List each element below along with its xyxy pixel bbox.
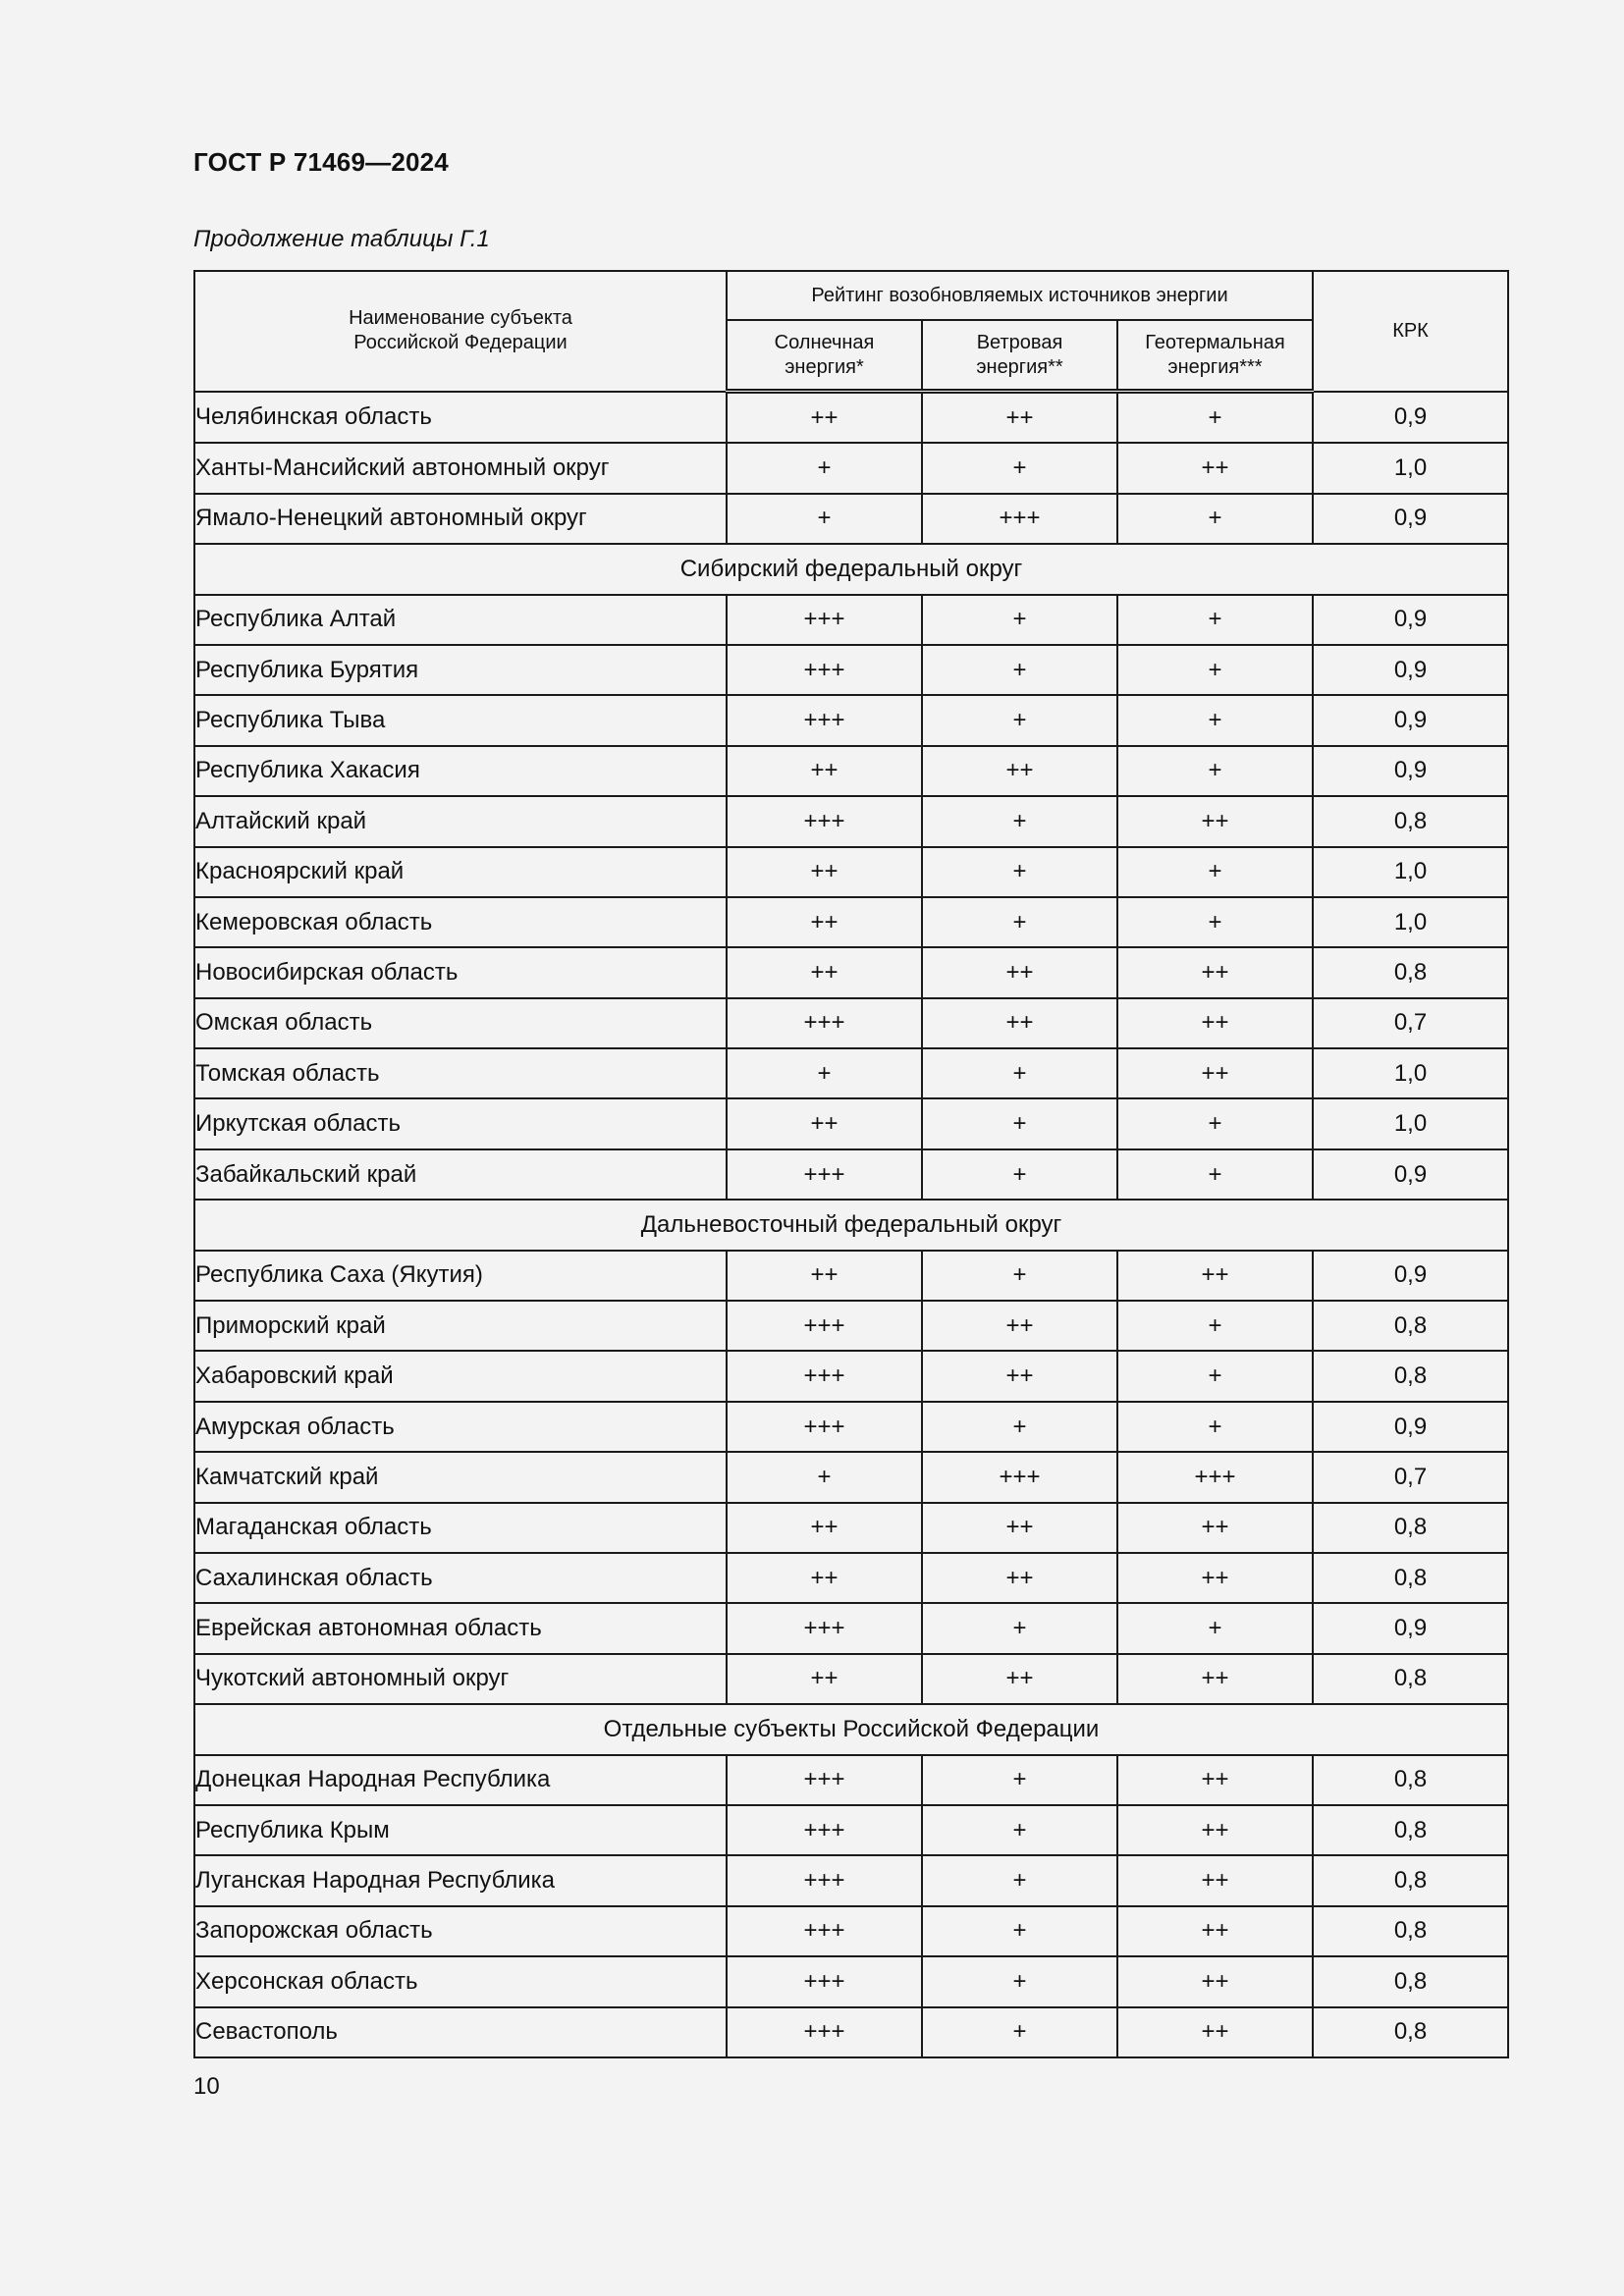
wind-rating-cell: ++ <box>922 1553 1117 1603</box>
geothermal-rating-cell: ++ <box>1117 1906 1313 1956</box>
solar-rating-cell: ++ <box>727 1503 922 1553</box>
subject-name-cell: Ханты-Мансийский автономный округ <box>194 443 727 493</box>
krk-cell: 0,8 <box>1313 1301 1508 1351</box>
geothermal-rating-cell: ++ <box>1117 1855 1313 1905</box>
subject-name-cell: Томская область <box>194 1048 727 1098</box>
geothermal-rating-cell: + <box>1117 1301 1313 1351</box>
krk-cell: 0,8 <box>1313 1755 1508 1805</box>
wind-rating-cell: ++ <box>922 1654 1117 1704</box>
table-row <box>194 1654 1508 1704</box>
wind-rating-cell: +++ <box>922 494 1117 544</box>
table-row <box>194 1956 1508 2006</box>
subject-name-cell: Луганская Народная Республика <box>194 1855 727 1905</box>
geothermal-rating-cell: +++ <box>1117 1452 1313 1502</box>
krk-cell: 0,8 <box>1313 1553 1508 1603</box>
table-row <box>194 595 1508 645</box>
section-row <box>194 1704 1508 1754</box>
subject-name-cell: Кемеровская область <box>194 897 727 947</box>
solar-rating-cell: + <box>727 494 922 544</box>
wind-rating-cell: + <box>922 1805 1117 1855</box>
solar-rating-cell: +++ <box>727 1603 922 1653</box>
krk-cell: 1,0 <box>1313 897 1508 947</box>
wind-rating-cell: ++ <box>922 947 1117 997</box>
wind-rating-cell: + <box>922 1906 1117 1956</box>
solar-rating-cell: + <box>727 1452 922 1502</box>
subject-name-cell: Республика Алтай <box>194 595 727 645</box>
geothermal-rating-cell: + <box>1117 595 1313 645</box>
header-krk: КРК <box>1313 271 1508 392</box>
table-row <box>194 1503 1508 1553</box>
wind-rating-cell: ++ <box>922 1351 1117 1401</box>
geothermal-rating-cell: ++ <box>1117 1956 1313 2006</box>
wind-rating-cell: + <box>922 1855 1117 1905</box>
table-row <box>194 1048 1508 1098</box>
solar-rating-cell: ++ <box>727 1251 922 1301</box>
wind-rating-cell: + <box>922 897 1117 947</box>
table-row <box>194 897 1508 947</box>
subject-name-cell: Магаданская область <box>194 1503 727 1553</box>
geothermal-rating-cell: ++ <box>1117 1654 1313 1704</box>
wind-rating-cell: ++ <box>922 392 1117 444</box>
krk-cell: 0,9 <box>1313 1402 1508 1452</box>
section-row <box>194 544 1508 594</box>
subject-name-cell: Херсонская область <box>194 1956 727 2006</box>
geothermal-rating-cell: ++ <box>1117 2007 1313 2057</box>
krk-cell: 0,9 <box>1313 1603 1508 1653</box>
solar-rating-cell: +++ <box>727 1402 922 1452</box>
solar-rating-cell: +++ <box>727 2007 922 2057</box>
subject-name-cell: Красноярский край <box>194 847 727 897</box>
krk-cell: 0,7 <box>1313 998 1508 1048</box>
krk-cell: 0,8 <box>1313 796 1508 846</box>
table-row <box>194 443 1508 493</box>
solar-rating-cell: +++ <box>727 645 922 695</box>
krk-cell: 0,8 <box>1313 947 1508 997</box>
solar-rating-cell: ++ <box>727 897 922 947</box>
solar-rating-cell: + <box>727 1048 922 1098</box>
table-row <box>194 1805 1508 1855</box>
geothermal-rating-cell: ++ <box>1117 1805 1313 1855</box>
solar-rating-cell: ++ <box>727 1654 922 1704</box>
solar-rating-cell: +++ <box>727 796 922 846</box>
wind-rating-cell: + <box>922 695 1117 745</box>
table-row <box>194 1553 1508 1603</box>
subject-name-cell: Чукотский автономный округ <box>194 1654 727 1704</box>
subject-name-cell: Камчатский край <box>194 1452 727 1502</box>
table-row <box>194 1251 1508 1301</box>
header-renewable-rating: Рейтинг возобновляемых источников энергии <box>727 271 1313 320</box>
solar-rating-cell: +++ <box>727 695 922 745</box>
krk-cell: 0,9 <box>1313 595 1508 645</box>
solar-rating-cell: +++ <box>727 1805 922 1855</box>
krk-cell: 0,8 <box>1313 2007 1508 2057</box>
table-row <box>194 1301 1508 1351</box>
krk-cell: 0,9 <box>1313 1251 1508 1301</box>
krk-cell: 0,9 <box>1313 494 1508 544</box>
wind-rating-cell: + <box>922 847 1117 897</box>
krk-cell: 0,8 <box>1313 1503 1508 1553</box>
table-row <box>194 998 1508 1048</box>
geothermal-rating-cell: ++ <box>1117 1048 1313 1098</box>
geothermal-rating-cell: + <box>1117 1351 1313 1401</box>
geothermal-rating-cell: + <box>1117 494 1313 544</box>
wind-rating-cell: + <box>922 1603 1117 1653</box>
geothermal-rating-cell: + <box>1117 1402 1313 1452</box>
krk-cell: 1,0 <box>1313 1098 1508 1148</box>
table-row <box>194 1855 1508 1905</box>
subject-name-cell: Еврейская автономная область <box>194 1603 727 1653</box>
krk-cell: 0,8 <box>1313 1351 1508 1401</box>
table-row <box>194 2007 1508 2057</box>
wind-rating-cell: ++ <box>922 746 1117 796</box>
table-row <box>194 1149 1508 1200</box>
geothermal-rating-cell: + <box>1117 1603 1313 1653</box>
table-row <box>194 1452 1508 1502</box>
subject-name-cell: Новосибирская область <box>194 947 727 997</box>
header-solar-energy: Солнечная энергия* <box>727 320 922 392</box>
wind-rating-cell: + <box>922 1956 1117 2006</box>
geothermal-rating-cell: ++ <box>1117 998 1313 1048</box>
geothermal-rating-cell: + <box>1117 1098 1313 1148</box>
wind-rating-cell: + <box>922 1402 1117 1452</box>
krk-cell: 0,8 <box>1313 1855 1508 1905</box>
solar-rating-cell: +++ <box>727 1755 922 1805</box>
krk-cell: 1,0 <box>1313 1048 1508 1098</box>
table-row <box>194 392 1508 444</box>
table-row <box>194 1906 1508 1956</box>
subject-name-cell: Ямало-Ненецкий автономный округ <box>194 494 727 544</box>
table-row <box>194 796 1508 846</box>
solar-rating-cell: +++ <box>727 1956 922 2006</box>
solar-rating-cell: ++ <box>727 392 922 444</box>
table-row <box>194 746 1508 796</box>
table-row <box>194 1351 1508 1401</box>
krk-cell: 0,8 <box>1313 1906 1508 1956</box>
solar-rating-cell: + <box>727 443 922 493</box>
subject-name-cell: Приморский край <box>194 1301 727 1351</box>
subject-name-cell: Республика Саха (Якутия) <box>194 1251 727 1301</box>
section-title: Дальневосточный федеральный округ <box>194 1200 1508 1250</box>
subject-name-cell: Иркутская область <box>194 1098 727 1148</box>
solar-rating-cell: +++ <box>727 1855 922 1905</box>
table-caption: Продолжение таблицы Г.1 <box>193 226 490 252</box>
header-wind-energy: Ветровая энергия** <box>922 320 1117 392</box>
solar-rating-cell: +++ <box>727 1906 922 1956</box>
wind-rating-cell: + <box>922 2007 1117 2057</box>
wind-rating-cell: + <box>922 1251 1117 1301</box>
page-number: 10 <box>193 2073 220 2100</box>
table-row <box>194 1098 1508 1148</box>
solar-rating-cell: +++ <box>727 1301 922 1351</box>
wind-rating-cell: +++ <box>922 1452 1117 1502</box>
geothermal-rating-cell: ++ <box>1117 796 1313 846</box>
krk-cell: 0,9 <box>1313 645 1508 695</box>
krk-cell: 0,8 <box>1313 1654 1508 1704</box>
renewable-energy-table <box>193 270 1509 2058</box>
table-row <box>194 1402 1508 1452</box>
table-row <box>194 494 1508 544</box>
wind-rating-cell: + <box>922 1098 1117 1148</box>
wind-rating-cell: + <box>922 645 1117 695</box>
krk-cell: 0,9 <box>1313 1149 1508 1200</box>
solar-rating-cell: +++ <box>727 998 922 1048</box>
geothermal-rating-cell: + <box>1117 695 1313 745</box>
krk-cell: 0,9 <box>1313 392 1508 444</box>
subject-name-cell: Алтайский край <box>194 796 727 846</box>
krk-cell: 1,0 <box>1313 847 1508 897</box>
header-geothermal-energy: Геотермальная энергия*** <box>1117 320 1313 392</box>
table-row <box>194 1755 1508 1805</box>
table-row <box>194 947 1508 997</box>
subject-name-cell: Республика Крым <box>194 1805 727 1855</box>
section-title: Отдельные субъекты Российской Федерации <box>194 1704 1508 1754</box>
subject-name-cell: Республика Бурятия <box>194 645 727 695</box>
table-row <box>194 695 1508 745</box>
wind-rating-cell: + <box>922 796 1117 846</box>
subject-name-cell: Запорожская область <box>194 1906 727 1956</box>
geothermal-rating-cell: ++ <box>1117 443 1313 493</box>
section-row <box>194 1200 1508 1250</box>
subject-name-cell: Амурская область <box>194 1402 727 1452</box>
wind-rating-cell: + <box>922 595 1117 645</box>
subject-name-cell: Сахалинская область <box>194 1553 727 1603</box>
geothermal-rating-cell: + <box>1117 847 1313 897</box>
krk-cell: 0,9 <box>1313 746 1508 796</box>
solar-rating-cell: +++ <box>727 1149 922 1200</box>
wind-rating-cell: + <box>922 443 1117 493</box>
solar-rating-cell: ++ <box>727 847 922 897</box>
geothermal-rating-cell: ++ <box>1117 1755 1313 1805</box>
subject-name-cell: Хабаровский край <box>194 1351 727 1401</box>
geothermal-rating-cell: ++ <box>1117 947 1313 997</box>
solar-rating-cell: ++ <box>727 947 922 997</box>
krk-cell: 0,8 <box>1313 1805 1508 1855</box>
krk-cell: 0,9 <box>1313 695 1508 745</box>
header-subject-name: Наименование субъекта Российской Федерации <box>194 271 727 392</box>
wind-rating-cell: + <box>922 1048 1117 1098</box>
table-row <box>194 645 1508 695</box>
wind-rating-cell: + <box>922 1149 1117 1200</box>
subject-name-cell: Омская область <box>194 998 727 1048</box>
krk-cell: 0,7 <box>1313 1452 1508 1502</box>
subject-name-cell: Республика Хакасия <box>194 746 727 796</box>
document-title: ГОСТ Р 71469—2024 <box>193 147 449 177</box>
section-title: Сибирский федеральный округ <box>194 544 1508 594</box>
table-body <box>194 392 1508 2057</box>
wind-rating-cell: ++ <box>922 1503 1117 1553</box>
geothermal-rating-cell: ++ <box>1117 1251 1313 1301</box>
geothermal-rating-cell: + <box>1117 392 1313 444</box>
krk-cell: 1,0 <box>1313 443 1508 493</box>
krk-cell: 0,8 <box>1313 1956 1508 2006</box>
solar-rating-cell: +++ <box>727 595 922 645</box>
wind-rating-cell: ++ <box>922 1301 1117 1351</box>
subject-name-cell: Забайкальский край <box>194 1149 727 1200</box>
subject-name-cell: Челябинская область <box>194 392 727 444</box>
table-row <box>194 847 1508 897</box>
geothermal-rating-cell: ++ <box>1117 1503 1313 1553</box>
subject-name-cell: Донецкая Народная Республика <box>194 1755 727 1805</box>
subject-name-cell: Республика Тыва <box>194 695 727 745</box>
geothermal-rating-cell: + <box>1117 897 1313 947</box>
geothermal-rating-cell: + <box>1117 746 1313 796</box>
geothermal-rating-cell: + <box>1117 1149 1313 1200</box>
solar-rating-cell: +++ <box>727 1351 922 1401</box>
geothermal-rating-cell: ++ <box>1117 1553 1313 1603</box>
wind-rating-cell: ++ <box>922 998 1117 1048</box>
solar-rating-cell: ++ <box>727 746 922 796</box>
solar-rating-cell: ++ <box>727 1553 922 1603</box>
subject-name-cell: Севастополь <box>194 2007 727 2057</box>
geothermal-rating-cell: + <box>1117 645 1313 695</box>
solar-rating-cell: ++ <box>727 1098 922 1148</box>
wind-rating-cell: + <box>922 1755 1117 1805</box>
table-row <box>194 1603 1508 1653</box>
